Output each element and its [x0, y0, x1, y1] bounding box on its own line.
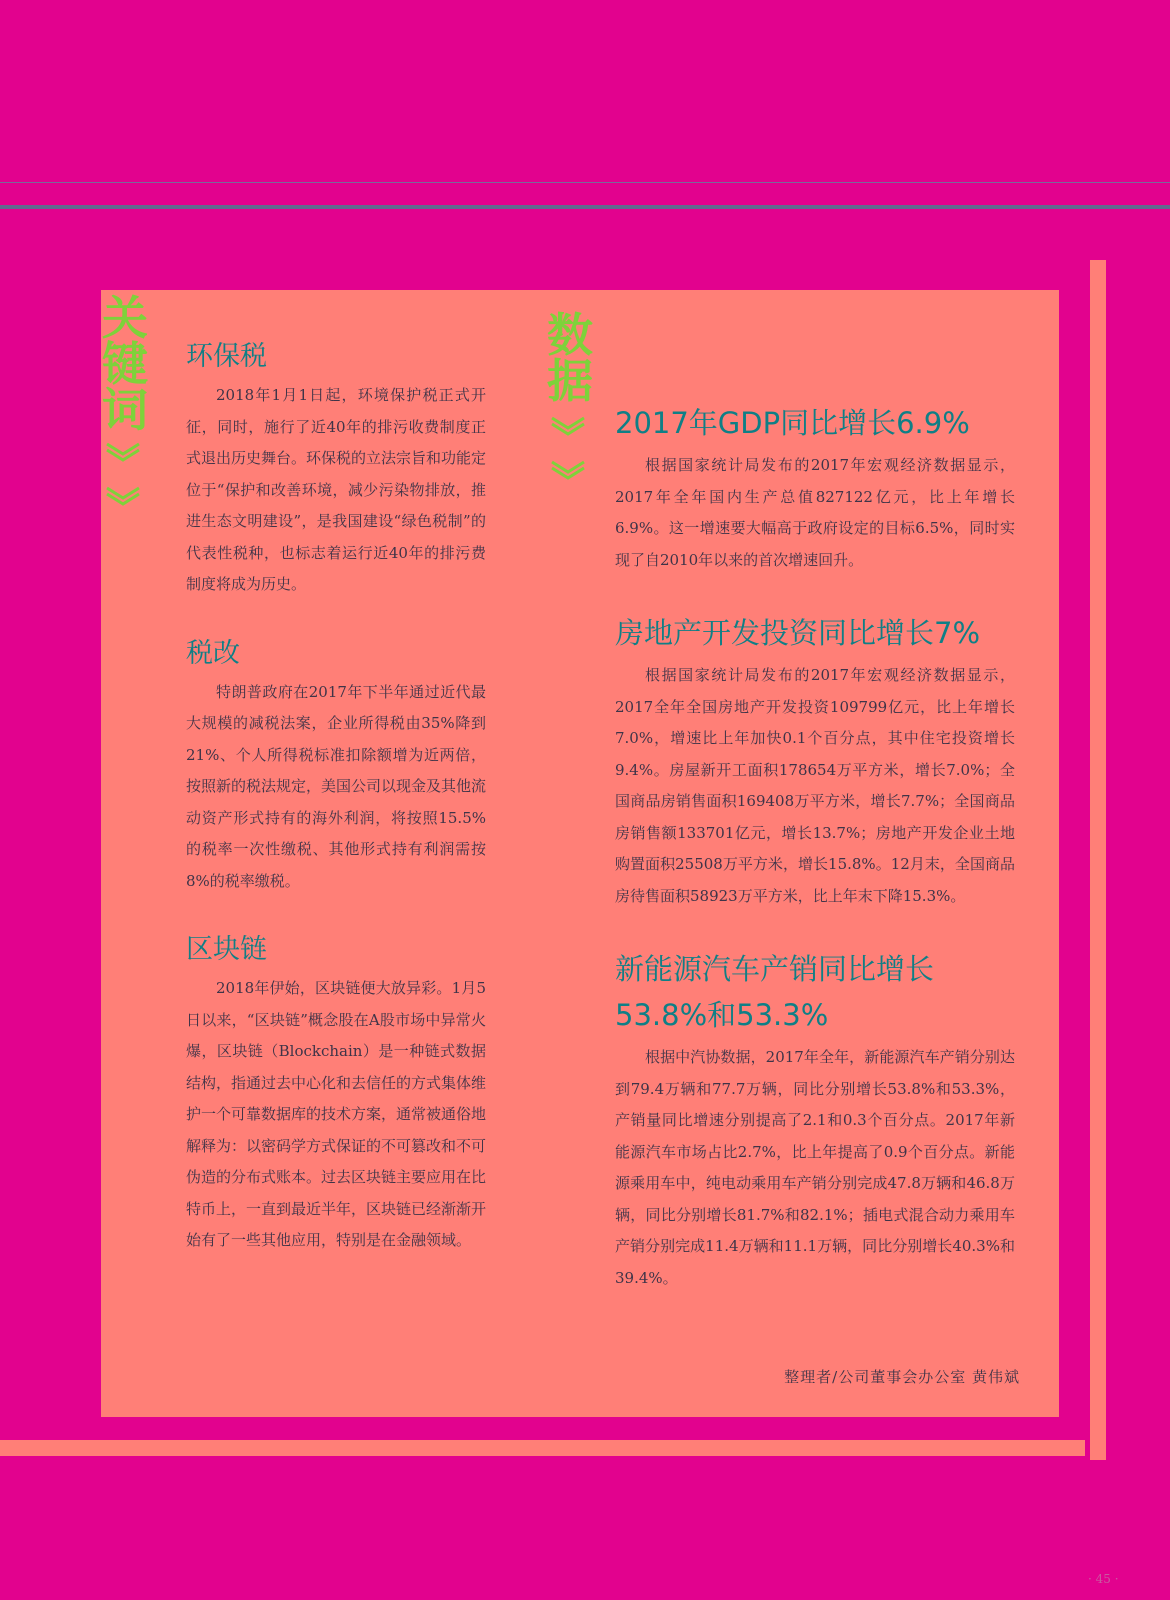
keywords-column: [186, 338, 486, 1291]
keywords-heading-char: 关: [102, 291, 148, 345]
data-title: 房地产开发投资同比增长7%: [615, 616, 981, 650]
data-section: [615, 400, 1015, 576]
keyword-title: 环保税: [186, 341, 267, 372]
frame-corner: [1090, 1440, 1106, 1456]
keyword-section: [186, 338, 486, 601]
keywords-heading-char: 词: [102, 383, 148, 437]
keyword-body: 特朗普政府在2017年下半年通过近代最大规模的减税法案，企业所得税由35%降到21%、个人所得税标准扣除额增为近两倍，按照新的税法规定，美国公司以现金及其他流动资产形式持有的海外利润，将按照15.5%的税率一次性缴税、其他形式持有利润需按8%的税率缴税。: [186, 682, 487, 890]
data-section: [615, 610, 1015, 912]
chevron-down-icon: [550, 414, 586, 438]
data-body: 根据国家统计局发布的2017年宏观经济数据显示，2017年全年国内生产总值827122亿元，比上年增长6.9%。这一增速要大幅高于政府设定的目标6.5%，同时实现了自2010年以来的首次增速回升。: [615, 456, 1015, 569]
chevron-down-icon: [550, 458, 586, 482]
data-body: 根据中汽协数据，2017年全年，新能源汽车产销分别达到79.4万辆和77.7万辆，同比分别增长53.8%和53.3%，产销量同比增速分别提高了2.1和0.3个百分点。2017年新能源汽车市场占比2.7%，比上年提高了0.9个百分点。新能源乘用车中，纯电动乘用车产销分别完成47.8万辆和46.8万辆，同比分别增长81.7%和82.1%；插电式混合动力乘用车产销分别完成11.4万辆和11.1万辆，同比分别增长40.3%和39.4%。: [615, 1048, 1015, 1287]
frame-bottom-bar: [0, 1440, 1085, 1456]
keyword-title: 税改: [186, 637, 240, 669]
data-heading: [545, 308, 595, 408]
data-title: 2017年GDP同比增长6.9%: [615, 406, 970, 440]
page-number: · 45 ·: [1088, 1572, 1119, 1586]
data-heading-char: 数: [547, 308, 593, 362]
keyword-section: [186, 635, 486, 898]
keyword-title: 区块链: [186, 934, 267, 965]
chevron-down-icon: [105, 484, 141, 508]
top-rule-thin: [0, 182, 1170, 183]
author-credit: 整理者/公司董事会办公室 黄伟斌: [784, 1368, 1020, 1386]
keyword-body: 2018年1月1日起，环境保护税正式开征，同时，施行了近40年的排污收费制度正式退出历史舞台。环保税的立法宗旨和功能定位于“保护和改善环境，减少污染物排放，推进生态文明建设”，是我国建设“绿色税制”的代表性税种，也标志着运行近40年的排污费制度将成为历史。: [186, 386, 487, 593]
keyword-body: 2018年伊始，区块链便大放异彩。1月5日以来，“区块链”概念股在A股市场中异常火爆，区块链（Blockchain）是一种链式数据结构，指通过去中心化和去信任的方式集体维护一个可靠数据库的技术方案，通常被通俗地解释为：以密码学方式保证的不可篡改和不可伪造的分布式账本。过去区块链主要应用在比特币上，一直到最近半年，区块链已经渐渐开始有了一些其他应用，特别是在金融领域。: [186, 979, 487, 1249]
frame-right-bar: [1090, 260, 1106, 1460]
data-section: [615, 946, 1015, 1294]
keywords-heading-char: 键: [102, 337, 148, 391]
data-column: [615, 400, 1015, 1328]
keyword-section: [186, 931, 486, 1257]
data-heading-char: 据: [547, 354, 593, 408]
keywords-heading: [100, 291, 150, 437]
data-body: 根据国家统计局发布的2017年宏观经济数据显示，2017全年全国房地产开发投资109799亿元，比上年增长7.0%，增速比上年加快0.1个百分点，其中住宅投资增长9.4%。房屋新开工面积178654万平方米，增长7.0%；全国商品房销售面积169408万平方米，增长7.7%；全国商品房销售额133701亿元，增长13.7%；房地产开发企业土地购置面积25508万平方米，增长15.8%。12月末，全国商品房待售面积58923万平方米，比上年末下降15.3%。: [615, 666, 1015, 905]
chevron-down-icon: [105, 440, 141, 464]
top-rule-thick: [0, 205, 1170, 209]
data-title: 新能源汽车产销同比增长53.8%和53.3%: [615, 952, 935, 1032]
